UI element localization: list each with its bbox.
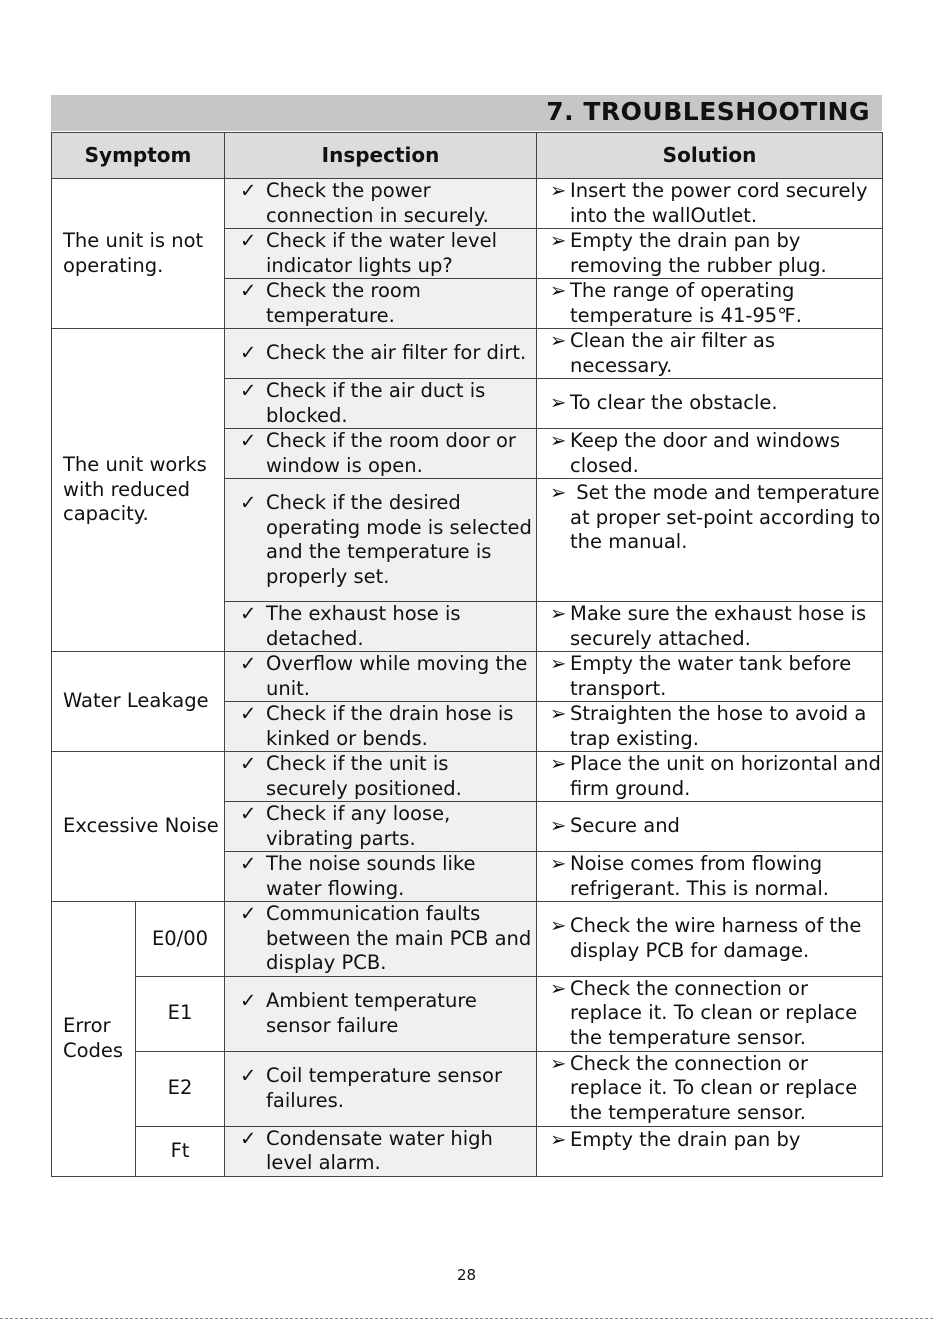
header-row — [52, 133, 883, 179]
arrow-icon: ➢ — [550, 481, 567, 504]
inspection-text: Check if the desired operating mode is selected and the temperature is properly set. — [266, 491, 532, 588]
check-icon: ✓ — [240, 379, 257, 402]
arrow-icon: ➢ — [550, 1127, 567, 1151]
check-icon: ✓ — [240, 429, 257, 452]
arrow-icon: ➢ — [550, 329, 567, 352]
solution-cell — [537, 329, 883, 379]
table-row — [52, 752, 883, 802]
solution-cell — [537, 229, 883, 279]
solution-cell — [537, 429, 883, 479]
solution-text: To clear the obstacle. — [570, 391, 778, 415]
symptom-cell: Water Leakage — [52, 652, 225, 752]
check-icon: ✓ — [240, 491, 257, 514]
solution-text: Empty the water tank before transport. — [570, 652, 852, 700]
solution-text: Clean the air filter as necessary. — [570, 329, 775, 377]
arrow-icon: ➢ — [550, 179, 567, 202]
solution-text: Insert the power cord securely into the wallOutlet. — [570, 179, 868, 227]
inspection-text: Check if the air duct is blocked. — [266, 379, 486, 427]
inspection-cell — [225, 329, 537, 379]
symptom-cell: Excessive Noise — [52, 752, 225, 902]
solution-text: Check the wire harness of the display PCB for damage. — [570, 914, 862, 962]
arrow-icon: ➢ — [550, 702, 567, 725]
inspection-cell — [225, 902, 537, 977]
inspection-text: Condensate water high level alarm. — [266, 1126, 493, 1174]
header-inspection: Inspection — [225, 133, 537, 179]
solution-cell — [537, 702, 883, 752]
inspection-cell — [225, 976, 537, 1051]
arrow-icon: ➢ — [550, 914, 567, 938]
solution-text: Keep the door and windows closed. — [570, 429, 841, 477]
check-icon: ✓ — [240, 902, 257, 925]
solution-cell — [537, 976, 883, 1051]
check-icon: ✓ — [240, 752, 257, 775]
check-icon: ✓ — [240, 1126, 257, 1150]
table-row — [52, 1051, 883, 1126]
inspection-cell — [225, 479, 537, 602]
inspection-cell — [225, 179, 537, 229]
solution-cell — [537, 852, 883, 902]
inspection-cell — [225, 229, 537, 279]
solution-text: Noise comes from flowing refrigerant. This is normal. — [570, 852, 829, 900]
solution-text: Empty the drain pan by — [570, 1127, 801, 1151]
check-icon: ✓ — [240, 702, 257, 725]
check-icon: ✓ — [240, 229, 257, 252]
inspection-text: Check if the room door or window is open. — [266, 429, 516, 477]
solution-text: Place the unit on horizontal and firm ground. — [570, 752, 881, 800]
solution-cell — [537, 602, 883, 652]
arrow-icon: ➢ — [550, 976, 567, 1000]
arrow-icon: ➢ — [550, 852, 567, 875]
footer-divider — [0, 1318, 933, 1319]
table-row — [52, 1126, 883, 1176]
table-row — [52, 902, 883, 977]
solution-text: Check the connection or replace it. To clean or replace the temperature sensor. — [570, 976, 858, 1049]
arrow-icon: ➢ — [550, 814, 567, 838]
symptom-cell: The unit is not operating. — [52, 179, 225, 329]
check-icon: ✓ — [240, 179, 257, 202]
arrow-icon: ➢ — [550, 391, 567, 415]
arrow-icon: ➢ — [550, 229, 567, 252]
header-solution: Solution — [537, 133, 883, 179]
solution-text: Set the mode and temperature at proper set-point according to the manual. — [570, 481, 887, 553]
inspection-text: Coil temperature sensor failures. — [266, 1064, 502, 1112]
error-code: Ft — [136, 1126, 225, 1176]
arrow-icon: ➢ — [550, 602, 567, 625]
table-row — [52, 976, 883, 1051]
check-icon: ✓ — [240, 652, 257, 675]
solution-text: Make sure the exhaust hose is securely attached. — [570, 602, 867, 650]
symptom-cell: Error Codes — [52, 902, 136, 1177]
arrow-icon: ➢ — [550, 752, 567, 775]
inspection-text: Check if the water level indicator lights up? — [266, 229, 497, 277]
solution-text: Secure and — [570, 814, 680, 838]
inspection-cell — [225, 1051, 537, 1126]
inspection-text: The noise sounds like water flowing. — [266, 852, 476, 900]
error-code: E2 — [136, 1051, 225, 1126]
table-row — [52, 652, 883, 702]
inspection-cell — [225, 702, 537, 752]
inspection-text: The exhaust hose is detached. — [266, 602, 461, 650]
page-number: 28 — [456, 1266, 477, 1284]
section-title: 7. TROUBLESHOOTING — [546, 97, 870, 126]
solution-text: Straighten the hose to avoid a trap existing. — [570, 702, 867, 750]
inspection-cell — [225, 1126, 537, 1176]
inspection-cell — [225, 802, 537, 852]
inspection-cell — [225, 652, 537, 702]
inspection-text: Check the room temperature. — [266, 279, 421, 327]
solution-cell — [537, 1126, 883, 1176]
inspection-text: Check if any loose, vibrating parts. — [266, 802, 451, 850]
inspection-text: Communication faults between the main PCB and display PCB. — [266, 902, 532, 974]
inspection-text: Check the power connection in securely. — [266, 179, 489, 227]
solution-cell — [537, 752, 883, 802]
check-icon: ✓ — [240, 989, 257, 1012]
check-icon: ✓ — [240, 279, 257, 302]
solution-text: Check the connection or replace it. To clean or replace the temperature sensor. — [570, 1051, 858, 1124]
inspection-cell — [225, 379, 537, 429]
check-icon: ✓ — [240, 1064, 257, 1087]
inspection-cell — [225, 602, 537, 652]
table-row — [52, 179, 883, 229]
table-row — [52, 329, 883, 379]
section-title-bar — [51, 95, 882, 131]
solution-cell — [537, 379, 883, 429]
check-icon: ✓ — [240, 802, 257, 825]
inspection-text: Check if the unit is securely positioned. — [266, 752, 462, 800]
arrow-icon: ➢ — [550, 1051, 567, 1075]
error-code: E1 — [136, 976, 225, 1051]
solution-cell — [537, 479, 887, 602]
arrow-icon: ➢ — [550, 429, 567, 452]
inspection-text: Check the air filter for dirt. — [266, 341, 527, 365]
inspection-text: Check if the drain hose is kinked or bends. — [266, 702, 514, 750]
inspection-cell — [225, 852, 537, 902]
check-icon: ✓ — [240, 852, 257, 875]
header-symptom: Symptom — [52, 133, 225, 179]
inspection-cell — [225, 279, 537, 329]
solution-cell — [537, 1051, 883, 1126]
inspection-text: Overflow while moving the unit. — [266, 652, 528, 700]
arrow-icon: ➢ — [550, 652, 567, 675]
solution-cell — [537, 279, 883, 329]
solution-cell — [537, 902, 883, 977]
check-icon: ✓ — [240, 341, 257, 365]
symptom-cell: The unit works with reduced capacity. — [52, 329, 225, 652]
solution-text: The range of operating temperature is 41-95℉. — [570, 279, 802, 327]
inspection-cell — [225, 429, 537, 479]
inspection-cell — [225, 752, 537, 802]
troubleshooting-table — [51, 132, 887, 1177]
check-icon: ✓ — [240, 602, 257, 625]
solution-text: Empty the drain pan by removing the rubber plug. — [570, 229, 827, 277]
solution-cell — [537, 802, 883, 852]
solution-cell — [537, 179, 883, 229]
arrow-icon: ➢ — [550, 279, 567, 302]
error-code: E0/00 — [136, 902, 225, 977]
inspection-text: Ambient temperature sensor failure — [266, 989, 477, 1037]
solution-cell — [537, 652, 883, 702]
